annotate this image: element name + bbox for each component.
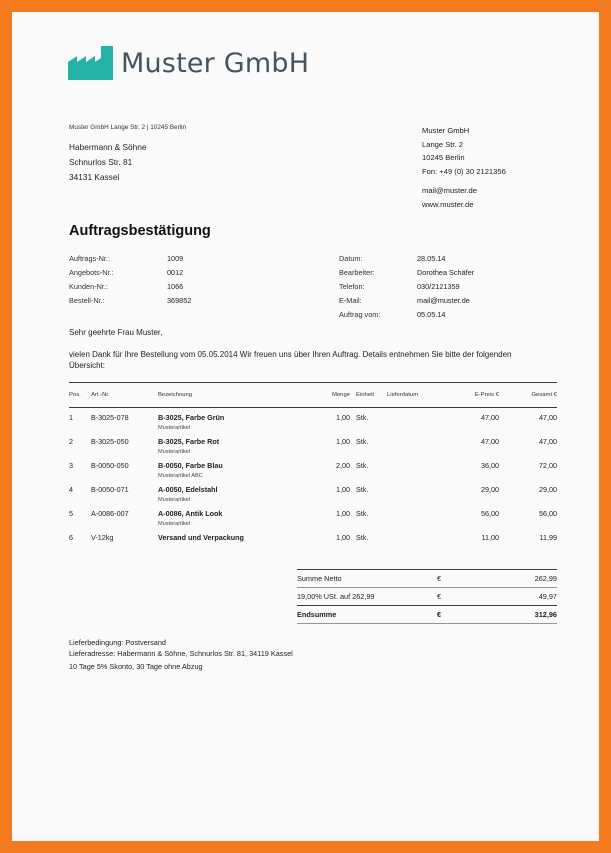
total-netto-amount: 262,99 <box>534 574 557 583</box>
cell-einheit: Stk. <box>356 413 369 422</box>
cell-gesamt: 47,00 <box>539 413 557 422</box>
cell-gesamt: 29,00 <box>539 485 557 494</box>
cell-art-nr: V-12kg <box>91 533 114 542</box>
order-meta-left <box>69 252 191 308</box>
col-header-gesamt: Gesamt € <box>531 392 557 398</box>
sender-return-line: Muster GmbH Lange Str. 2 | 10245 Berlin <box>69 124 187 131</box>
cell-bezeichnung <box>158 413 306 432</box>
col-header-einheit: Einheit <box>356 392 375 398</box>
item-name: A-0086, Antik Look <box>158 509 223 518</box>
table-header <box>69 383 557 407</box>
cell-menge: 1,00 <box>336 533 350 542</box>
company-logo <box>68 46 309 80</box>
cell-e-preis: 47,00 <box>481 437 499 446</box>
total-end-amount: 312,96 <box>534 610 557 619</box>
cell-art-nr: B-3025-078 <box>91 413 129 422</box>
cell-pos: 1 <box>69 413 73 422</box>
delivery-address: Lieferadresse: Habermann & Söhne, Schnurlos Str. 81, 34119 Kassel <box>69 648 293 658</box>
meta-row-auftrags-nr <box>69 252 191 266</box>
totals-block <box>297 569 557 624</box>
item-name: B-3025, Farbe Rot <box>158 437 220 446</box>
cell-gesamt: 47,00 <box>539 437 557 446</box>
cell-bezeichnung <box>158 509 306 528</box>
item-name: A-0050, Edelstahl <box>158 485 218 494</box>
cell-pos: 3 <box>69 461 73 470</box>
currency-symbol: € <box>437 592 442 601</box>
total-netto-label: Summe Netto <box>297 574 342 583</box>
cell-e-preis: 56,00 <box>481 509 499 518</box>
recipient-name: Habermann & Söhne <box>69 142 147 152</box>
meta-label: Datum: <box>339 254 363 263</box>
meta-label: Bestell-Nr.: <box>69 295 105 305</box>
cell-bezeichnung <box>158 485 306 504</box>
delivery-terms: Lieferbedingung: Postversand <box>69 638 166 647</box>
cell-lieferdatum <box>387 509 447 528</box>
cell-lieferdatum <box>387 533 447 552</box>
col-header-menge: Menge <box>331 392 350 398</box>
cell-lieferdatum <box>387 461 447 480</box>
item-subtitle: Musterartikel <box>158 425 191 431</box>
recipient-address <box>69 140 147 185</box>
meta-row-bearbeiter <box>339 266 474 280</box>
intro-paragraph: vielen Dank für Ihre Bestellung vom 05.05.2014 Wir freuen uns über Ihren Auftrag. Details entnehmen Sie bitte der folgenden Übersicht: <box>69 350 512 370</box>
col-header-e-preis: E-Preis € <box>474 392 499 398</box>
cell-e-preis: 36,00 <box>481 461 499 470</box>
meta-row-auftrag-vom <box>339 308 474 322</box>
meta-row-kunden-nr <box>69 280 191 294</box>
order-meta-right <box>339 252 474 322</box>
cell-pos: 4 <box>69 485 73 494</box>
cell-gesamt: 56,00 <box>539 509 557 518</box>
footer-notes <box>69 638 293 673</box>
item-subtitle: Musterartikel <box>158 521 191 527</box>
document-title: Auftragsbestätigung <box>69 223 211 239</box>
currency-symbol: € <box>437 574 442 583</box>
table-row <box>69 456 557 480</box>
col-header-art-nr: Art.-Nr. <box>91 392 110 398</box>
meta-value: Dorothea Schäfer <box>417 267 475 277</box>
cell-menge: 2,00 <box>336 461 350 470</box>
cell-art-nr: B-3025-050 <box>91 437 129 446</box>
cell-art-nr: B-0050-050 <box>91 461 129 470</box>
company-street: Lange Str. 2 <box>422 139 463 149</box>
item-name: B-0050, Farbe Blau <box>158 461 223 470</box>
table-row <box>69 432 557 456</box>
items-table <box>69 382 557 552</box>
cell-bezeichnung <box>158 437 306 456</box>
meta-value: 030/2121359 <box>417 281 460 291</box>
cell-lieferdatum <box>387 485 447 504</box>
cell-einheit: Stk. <box>356 461 369 470</box>
col-header-bezeichnung: Bezeichnung <box>158 392 193 398</box>
meta-value: 1066 <box>167 281 184 291</box>
salutation: Sehr geehrte Frau Muster, <box>69 328 163 337</box>
company-email: mail@muster.de <box>422 186 477 195</box>
table-row <box>69 528 557 552</box>
cell-lieferdatum <box>387 437 447 456</box>
col-header-pos: Pos. <box>69 392 81 398</box>
cell-einheit: Stk. <box>356 509 369 518</box>
cell-menge: 1,00 <box>336 485 350 494</box>
item-subtitle: Musterartikel ABC <box>158 473 203 479</box>
cell-gesamt: 11,99 <box>539 533 557 542</box>
total-end-label: Endsumme <box>297 610 337 619</box>
cell-e-preis: 29,00 <box>481 485 499 494</box>
meta-value: mail@muster.de <box>417 295 470 305</box>
meta-value: 05.05.14 <box>417 309 446 319</box>
meta-row-angebots-nr <box>69 266 191 280</box>
cell-pos: 2 <box>69 437 73 446</box>
meta-value: 0012 <box>167 267 184 277</box>
total-end-row <box>297 606 557 623</box>
document-page <box>12 12 599 841</box>
cell-e-preis: 11,00 <box>481 533 499 542</box>
meta-label: E-Mail: <box>339 295 362 305</box>
cell-bezeichnung <box>158 461 306 480</box>
meta-label: Telefon: <box>339 281 365 291</box>
col-header-lieferdatum: Lieferdatum <box>387 392 419 398</box>
total-ust-row <box>297 588 557 605</box>
company-logo-name: Muster GmbH <box>121 47 310 79</box>
table-row <box>69 504 557 528</box>
cell-einheit: Stk. <box>356 485 369 494</box>
currency-symbol: € <box>437 610 442 619</box>
company-contact <box>422 124 506 211</box>
meta-value: 28.05.14 <box>417 254 446 263</box>
cell-e-preis: 47,00 <box>481 413 499 422</box>
cell-gesamt: 72,00 <box>539 461 557 470</box>
item-subtitle: Musterartikel <box>158 497 191 503</box>
cell-bezeichnung <box>158 533 306 552</box>
total-ust-label: 19,00% USt. auf 262,99 <box>297 592 375 601</box>
table-row <box>69 480 557 504</box>
item-subtitle: Musterartikel <box>158 449 191 455</box>
meta-label: Auftrags-Nr.: <box>69 254 110 263</box>
company-name: Muster GmbH <box>422 126 470 135</box>
total-ust-amount: 49,97 <box>538 592 557 601</box>
recipient-city: 34131 Kassel <box>69 172 120 182</box>
meta-label: Bearbeiter: <box>339 267 375 277</box>
meta-row-email <box>339 294 474 308</box>
meta-row-telefon <box>339 280 474 294</box>
total-netto-row <box>297 570 557 587</box>
meta-label: Kunden-Nr.: <box>69 281 108 291</box>
meta-value: 369852 <box>167 295 192 305</box>
meta-value: 1009 <box>167 254 184 263</box>
item-name: Versand und Verpackung <box>158 533 244 542</box>
cell-art-nr: A-0086-007 <box>91 509 129 518</box>
meta-row-datum <box>339 252 474 266</box>
cell-art-nr: B-0050-071 <box>91 485 129 494</box>
cell-lieferdatum <box>387 413 447 432</box>
factory-icon <box>68 46 113 80</box>
meta-label: Auftrag vom: <box>339 309 381 319</box>
company-city: 10245 Berlin <box>422 153 465 162</box>
cell-menge: 1,00 <box>336 509 350 518</box>
cell-menge: 1,00 <box>336 437 350 446</box>
cell-pos: 6 <box>69 533 73 542</box>
cell-einheit: Stk. <box>356 437 369 446</box>
payment-terms: 10 Tage 5% Skonto, 30 Tage ohne Abzug <box>69 662 203 671</box>
company-phone: Fon: +49 (0) 30 2121356 <box>422 166 506 176</box>
cell-menge: 1,00 <box>336 413 350 422</box>
company-website: www.muster.de <box>422 199 474 209</box>
cell-pos: 5 <box>69 509 73 518</box>
table-row <box>69 408 557 432</box>
meta-label: Angebots-Nr.: <box>69 267 114 277</box>
item-name: B-3025, Farbe Grün <box>158 413 225 422</box>
recipient-street: Schnurlos Str. 81 <box>69 157 133 167</box>
cell-einheit: Stk. <box>356 533 369 542</box>
meta-row-bestell-nr <box>69 294 191 308</box>
